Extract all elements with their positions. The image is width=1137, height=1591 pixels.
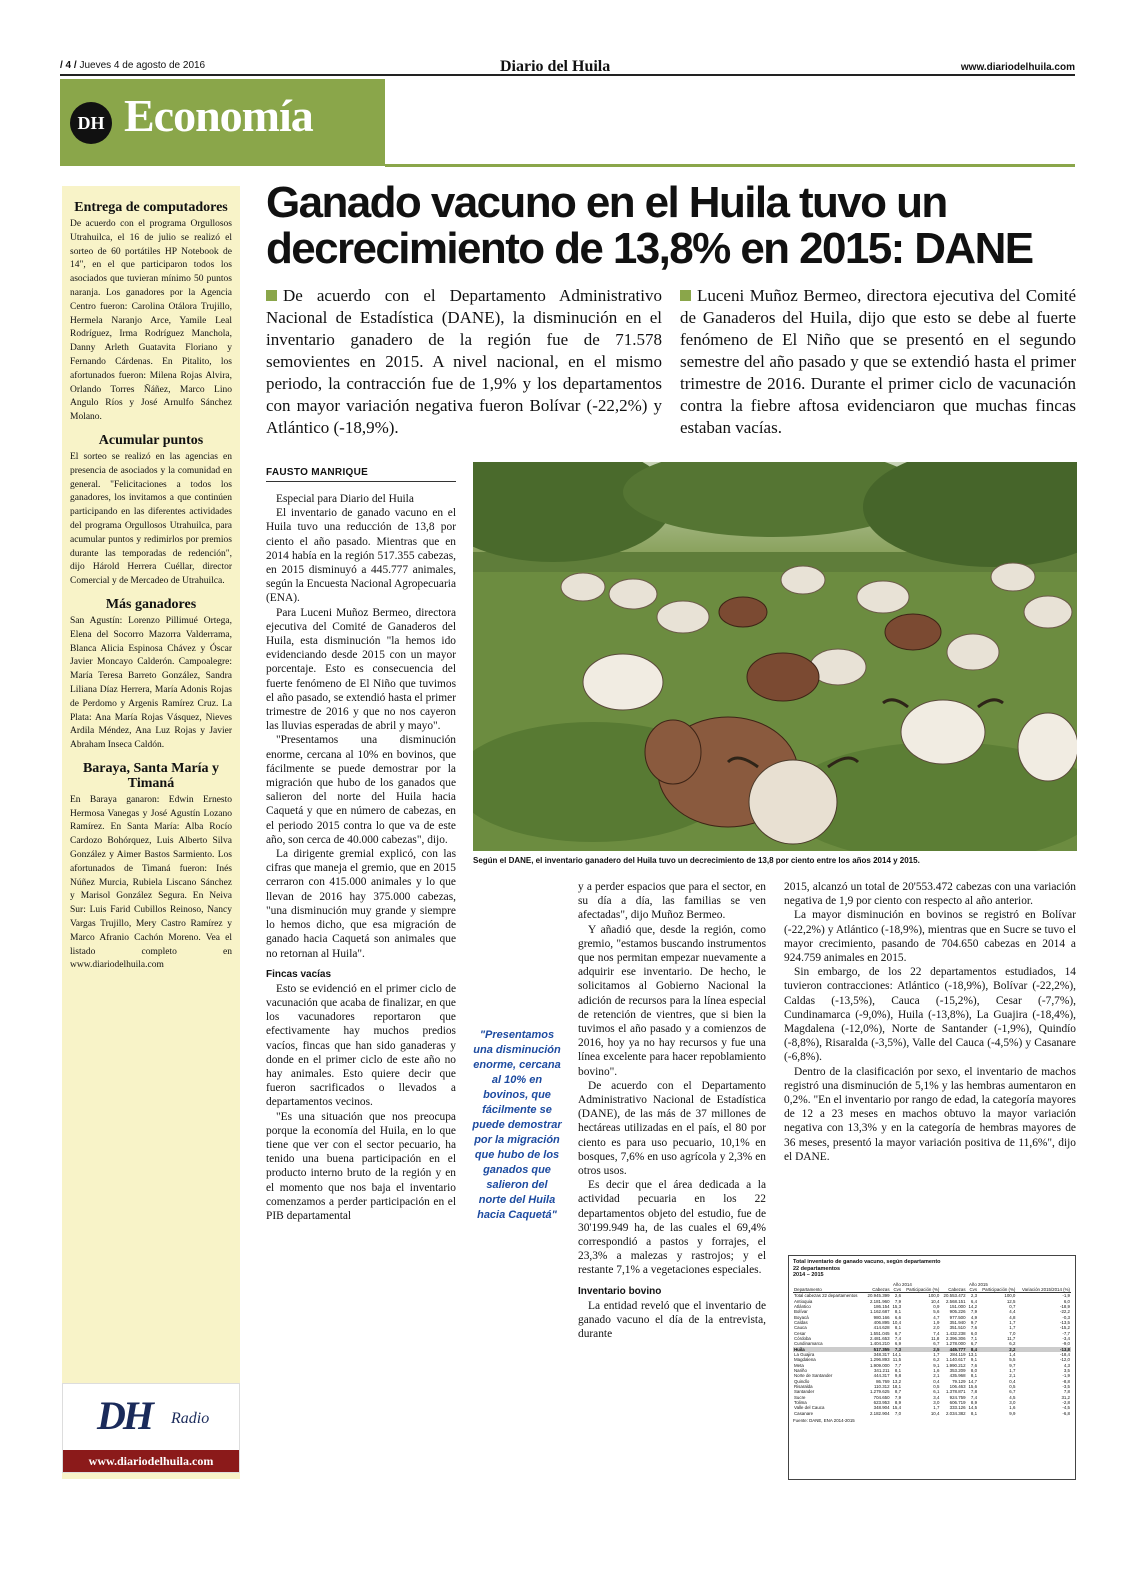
lead-square-icon bbox=[266, 290, 277, 301]
table-cell: 3,0 bbox=[1009, 1400, 1016, 1406]
table-cell: -2,8 bbox=[1062, 1400, 1070, 1406]
paragraph: "Presentamos una disminución enorme, cercana al 10% en bovinos, que fácilmente se puede demostrar por la migración que hubo de los ganados que salieron del norte del Huila hacia Caquetá y que en número de cabezas, en el periodo 2015 contra lo que va de este año, son cerca de 40.000 cabezas", dijo. bbox=[266, 734, 456, 846]
table-cell: 2,1 bbox=[933, 1373, 940, 1379]
table-cell: Cundinamarca bbox=[794, 1341, 823, 1347]
table-cell: 14,7 bbox=[968, 1378, 978, 1384]
table-cell: 4,9 bbox=[970, 1314, 978, 1320]
table-cell: 4,3 bbox=[1063, 1362, 1070, 1368]
table-cell: -8,8 bbox=[1062, 1378, 1070, 1384]
paragraph: La entidad reveló que el inventario de ganado vacuno el día de la entrevista, durante bbox=[578, 1299, 766, 1341]
column-header: Cvs bbox=[967, 1287, 979, 1293]
table-cell: 9,9 bbox=[1009, 1410, 1016, 1416]
table-row bbox=[793, 1411, 1071, 1416]
table-cell: 7,3 bbox=[894, 1346, 902, 1352]
table-cell: -3,5 bbox=[1062, 1384, 1070, 1390]
table-cell: 704.650 bbox=[873, 1394, 890, 1400]
table-cell: 6,7 bbox=[933, 1341, 940, 1347]
table-cell: 4,4 bbox=[1009, 1309, 1016, 1315]
paragraph: La mayor disminución en bovinos se registró en Bolívar (-22,2%) y Atlántico (-18,9%), mientras que en Sucre se tuvo el mayor crecimiento, pasando de 704.650 cabezas en 2014 a 924.759 animales en 2015. bbox=[784, 909, 1076, 965]
table-cell: 0,9 bbox=[933, 1303, 940, 1309]
table-cell: 8,1 bbox=[894, 1325, 902, 1331]
table-cell: Antioquia bbox=[794, 1298, 813, 1304]
table-cell: 2.481.653 bbox=[869, 1335, 890, 1341]
article-column-1 bbox=[266, 492, 456, 1223]
brief-text: San Agustín: Lorenzo Pillimué Ortega, Elena del Socorro Mazorra Valderrama, Blanca Alicia Espinosa Chávez y Óscar Javier Moncayo Calderón. Campoalegre: María Teresa Barreto González, Sandra Liliana Díaz Herrera, María Adonis Rojas de Perdomo y Argenis Ramírez Cruz. La Plata: Ana María Rojas Vásquez, Nieves Ardila Méndez, Ana Luz Rojas y Javier Abraham Inseca Caldón. bbox=[70, 615, 232, 751]
table-cell: -13,8 bbox=[1059, 1346, 1070, 1352]
banner-rule bbox=[385, 164, 1075, 167]
table-cell: 100,0 bbox=[928, 1293, 940, 1299]
table-cell: 31,2 bbox=[1061, 1394, 1070, 1400]
table-cell: Córdoba bbox=[794, 1335, 811, 1341]
dh-radio-url[interactable]: www.diariodelhuila.com bbox=[63, 1450, 239, 1472]
photo-caption: Según el DANE, el inventario ganadero del Huila tuvo un decrecimiento de 13,8 por ciento entre los años 2014 y 2015. bbox=[473, 856, 920, 865]
table-cell: 4,7 bbox=[933, 1314, 940, 1320]
table-cell: 406.895 bbox=[873, 1319, 890, 1325]
table-cell: 284.119 bbox=[949, 1351, 966, 1357]
group-header: Año 2015 bbox=[968, 1281, 988, 1287]
table-cell: 1,7 bbox=[1009, 1319, 1016, 1325]
table-cell: 2,0 bbox=[933, 1325, 940, 1331]
table-cell: 1.279.625 bbox=[869, 1389, 890, 1395]
dh-radio-logo: DH bbox=[97, 1393, 151, 1438]
table-cell: 9,1 bbox=[933, 1362, 940, 1368]
subhead: Inventario bovino bbox=[578, 1285, 662, 1297]
table-cell: 86.769 bbox=[876, 1378, 890, 1384]
table-cell: Santander bbox=[794, 1389, 815, 1395]
section-title: Economía bbox=[124, 90, 313, 141]
table-cell: 9,7 bbox=[970, 1319, 978, 1325]
table-cell: 351.940 bbox=[949, 1319, 966, 1325]
table-cell: 1.432.238 bbox=[945, 1330, 966, 1336]
table-cell: 5,5 bbox=[1009, 1357, 1016, 1363]
table-cell: 2,3 bbox=[970, 1293, 978, 1299]
table-cell: 6,0 bbox=[1063, 1298, 1070, 1304]
table-cell: 7,6 bbox=[970, 1362, 978, 1368]
table-cell: 353.209 bbox=[949, 1368, 966, 1373]
column-header: Cabezas bbox=[864, 1287, 890, 1293]
table-cell: 623.953 bbox=[873, 1400, 890, 1406]
paragraph: Y añadió que, desde la región, como gremio, "estamos buscando instrumentos que nos permitan empezar nuevamente a adquirir ese inventario. De hecho, le solicitamos al Gobierno Nacional la adición de recursos para la línea especial de retención de vientres, que si bien la tuvimos el año pasado y a comienzos de 2016, hoy ya no hay recursos y fue una línea excelente para hacer repoblamiento bovino". bbox=[578, 923, 766, 1078]
table-cell: 7,4 bbox=[970, 1394, 978, 1400]
table-cell: 445.777 bbox=[949, 1346, 966, 1352]
pull-quote: "Presentamos una disminución enorme, cercana al 10% en bovinos, que fácilmente se puede demostrar por la migración que hubo de los ganados que salieron del norte del Huila hacia Caquetá" bbox=[472, 1029, 562, 1221]
paragraph: "Es una situación que nos preocupa porque la economía del Huila, en lo que tiene que ver con el sector pecuario, ha tenido una buena participación en el producto interno bruto de la región y en el momento que nos baja el inventario comenzamos a perder participación en el PIB departamental bbox=[266, 1110, 456, 1222]
table-cell: Cauca bbox=[794, 1325, 807, 1331]
table-cell: 6,2 bbox=[1009, 1341, 1016, 1347]
masthead: Diario del Huila bbox=[500, 58, 611, 75]
brief-text: En Baraya ganaron: Edwin Ernesto Hermosa Vanegas y José Agustín Lozano Ramírez. En Santa María: Alba Rocío Cardozo Bohórquez, Luis Alberto Silva González y Aimer Bastos Sarmiento. Los afortunados de Timaná fueron: Inés Núñez Murcia, Rubiela Liscano Sánchez y Marisol González Segura. En Neiva Sur: Luis Farid Cubillos Reinoso, Nancy Vargas Trujillo, Mery Castro Ramírez y Marco Afranio Cachón Moreno. Vea el listado completo en www.diariodelhuila.com bbox=[70, 794, 232, 971]
table-cell: 13,1 bbox=[968, 1351, 978, 1357]
table-cell: 13,2 bbox=[892, 1378, 902, 1384]
table-cell: 8,7 bbox=[894, 1389, 902, 1395]
table-cell: 351.510 bbox=[949, 1325, 966, 1331]
table-cell: 8,0 bbox=[970, 1368, 978, 1373]
table-cell: 10,4 bbox=[892, 1319, 902, 1325]
table-cell: 0,4 bbox=[933, 1378, 940, 1384]
page-header bbox=[60, 58, 1075, 76]
table-cell: 4,5 bbox=[1009, 1394, 1016, 1400]
table-cell: 6,7 bbox=[1009, 1389, 1016, 1395]
table-cell: 333.126 bbox=[949, 1405, 966, 1411]
table-title: Total inventario de ganado vacuno, según departamento bbox=[793, 1259, 941, 1265]
paragraph: y a perder espacios que para el sector, en su día a día, las familias se ven afectadas", dijo Muñoz Bermeo. bbox=[578, 881, 766, 922]
table-cell: 1.404.210 bbox=[869, 1341, 890, 1347]
table-cell: 1.909.000 bbox=[869, 1362, 890, 1368]
byline: FAUSTO MANRIQUE bbox=[266, 467, 369, 478]
table-cell: 1,7 bbox=[933, 1351, 940, 1357]
table-cell: 186.154 bbox=[873, 1303, 890, 1309]
dh-logo: DH bbox=[70, 102, 112, 144]
table-cell: 444.317 bbox=[873, 1373, 890, 1379]
table-cell: 6,2 bbox=[933, 1357, 940, 1363]
lead-square-icon bbox=[680, 290, 691, 301]
column-header: Cabezas bbox=[940, 1287, 966, 1293]
table-cell: 435.968 bbox=[949, 1373, 966, 1379]
table-cell: 6,0 bbox=[970, 1330, 978, 1336]
cattle-photo bbox=[473, 462, 1077, 851]
website-link[interactable]: www.diariodelhuila.com bbox=[960, 62, 1075, 73]
table-years: 2014 – 2015 bbox=[793, 1272, 824, 1278]
dh-radio-ad[interactable] bbox=[62, 1383, 240, 1473]
table-cell: 2.396.306 bbox=[945, 1335, 966, 1341]
table-cell: 6,6 bbox=[894, 1314, 902, 1320]
table-cell: 1,9 bbox=[933, 1319, 940, 1325]
table-cell: 9,8 bbox=[894, 1373, 902, 1379]
table-cell: 1.278.000 bbox=[945, 1341, 966, 1347]
table-cell: 20.945.399 bbox=[867, 1293, 890, 1299]
table-cell: Nariño bbox=[794, 1368, 807, 1373]
table-cell: Risaralda bbox=[794, 1384, 813, 1390]
table-cell: 15,6 bbox=[968, 1384, 978, 1390]
table-cell: 14,2 bbox=[968, 1303, 978, 1309]
table-cell: Huila bbox=[794, 1346, 805, 1352]
table-cell: 0,7 bbox=[1009, 1303, 1016, 1309]
lead-right: Luceni Muñoz Bermeo, directora ejecutiva del Comité de Ganaderos del Huila, dijo que esto se debe al fuerte fenómeno de El Niño que se presentó en el segundo semestre del año pasado y que se extendió hasta el primer trimestre de 2016. Durante el primer ciclo de vacunación contra la fiebre aftosa evidenciaron que muchas fincas estaban vacías. bbox=[680, 286, 1076, 437]
table-cell: -7,7 bbox=[1062, 1330, 1070, 1336]
byline-rule bbox=[266, 481, 456, 482]
table-cell: 7,7 bbox=[894, 1362, 902, 1368]
table-cell: 1.296.893 bbox=[869, 1357, 890, 1363]
article-column-3 bbox=[784, 880, 1076, 1164]
table-cell: -18,4 bbox=[1059, 1351, 1070, 1357]
article-headline: Ganado vacuno en el Huila tuvo un decrecimiento de 13,8% en 2015: DANE bbox=[266, 178, 1033, 273]
table-cell: 6,7 bbox=[970, 1341, 978, 1347]
table-cell: 1.162.687 bbox=[869, 1309, 890, 1315]
table-cell: Tolima bbox=[794, 1400, 807, 1406]
table-cell: -15,2 bbox=[1059, 1325, 1070, 1331]
table-cell: 2,2 bbox=[1009, 1346, 1016, 1352]
table-cell: 15,3 bbox=[892, 1303, 902, 1309]
table-cell: Cesar bbox=[794, 1330, 806, 1336]
table-cell: 3,4 bbox=[933, 1394, 940, 1400]
table-cell: 1,6 bbox=[933, 1368, 940, 1373]
table-cell: -22,2 bbox=[1059, 1309, 1070, 1315]
table-cell: 2.034.382 bbox=[945, 1410, 966, 1416]
brief-title: Entrega de computadores bbox=[74, 200, 228, 215]
paragraph: La dirigente gremial explicó, con las cifras que maneja el gremio, que en 2015 cerraron con 415.000 animales y lo que llevan de 2016 hay 375.000 cabezas, "una disminución muy grande y siempre lo hemos dicho, que esa migración de ganado hacia Caquetá son animales que no retornan al Huila". bbox=[266, 848, 456, 960]
table-cell: Casanare bbox=[794, 1410, 814, 1416]
paragraph: Sin embargo, de los 22 departamentos estudiados, 14 tuvieron contracciones: Atlántico (-18,9%), Bolívar (-22,2%), Caldas (-13,5%), Cauca (-15,2%), Cesar (-7,7%), Cundinamarca (-9,0%), Huila (-13,8%), La Guajira (-18,4%), Magdalena (-12,0%), Norte de Santander (-1,9%), Quindío (-8,8%), Risaralda (-3,5%), Valle del Cauca (-4,5%) y Casanare (-6,8%). bbox=[784, 966, 1076, 1064]
table-cell: 15,4 bbox=[892, 1405, 902, 1411]
paragraph: 2015, alcanzó un total de 20'553.472 cabezas con una variación negativa de 1,9 por ciento con respecto al año anterior. bbox=[784, 881, 1076, 908]
brief-title: Baraya, Santa María y Timaná bbox=[82, 760, 220, 791]
table-cell: 3,5 bbox=[1063, 1368, 1070, 1373]
table-cell: 1,4 bbox=[1009, 1351, 1016, 1357]
column-header: Participación (%) bbox=[978, 1287, 1016, 1293]
table-cell: 11,7 bbox=[1007, 1335, 1016, 1341]
table-cell: Valle del Cauca bbox=[794, 1405, 825, 1411]
table-cell: 10,4 bbox=[930, 1410, 940, 1416]
table-cell: 7,8 bbox=[1063, 1389, 1070, 1395]
dh-radio-subtitle: Radio bbox=[171, 1410, 210, 1427]
table-cell: 8,1 bbox=[894, 1309, 902, 1315]
table-cell: 7,1 bbox=[970, 1335, 978, 1341]
table-cell: Boyacá bbox=[794, 1314, 809, 1320]
table-cell: 348.904 bbox=[873, 1405, 890, 1411]
table-cell: -9,0 bbox=[1062, 1341, 1070, 1347]
table-cell: 517.355 bbox=[873, 1346, 890, 1352]
column-header: Variación 2015/2014 (%) bbox=[1016, 1287, 1071, 1293]
table-cell: 4,8 bbox=[1009, 1314, 1016, 1320]
table-cell: Atlántico bbox=[794, 1303, 811, 1309]
section-banner bbox=[60, 79, 1075, 167]
table-cell: 2,1 bbox=[1009, 1373, 1016, 1379]
table-cell: 977.500 bbox=[949, 1314, 966, 1320]
table-cell: 0,5 bbox=[1009, 1384, 1016, 1390]
column-header: Departamento bbox=[793, 1287, 864, 1293]
table-cell: 1,7 bbox=[1009, 1368, 1016, 1373]
page-info: / 4 / Jueves 4 de agosto de 2016 bbox=[60, 60, 206, 71]
table-cell: 79.129 bbox=[952, 1378, 966, 1384]
inventory-table-figure bbox=[788, 1255, 1076, 1480]
table-cell: 2.182.904 bbox=[869, 1410, 890, 1416]
table-cell: 2.568.151 bbox=[945, 1298, 966, 1304]
table-cell: Norte de Santander bbox=[794, 1373, 833, 1379]
table-cell: Bolívar bbox=[794, 1309, 808, 1315]
table-cell: -1,9 bbox=[1062, 1293, 1070, 1299]
table-cell: 7,9 bbox=[970, 1309, 978, 1315]
table-cell: 924.759 bbox=[949, 1394, 966, 1400]
paragraph: Especial para Diario del Huila bbox=[276, 493, 414, 505]
column-header: Participación (%) bbox=[902, 1287, 940, 1293]
table-cell: Quindío bbox=[794, 1378, 810, 1384]
table-cell: 14,1 bbox=[892, 1351, 902, 1357]
table-cell: 7,0 bbox=[1009, 1330, 1016, 1336]
table-cell: La Guajira bbox=[794, 1351, 815, 1357]
brief-title: Más ganadores bbox=[105, 596, 197, 612]
table-cell: 8,1 bbox=[970, 1373, 978, 1379]
paragraph: Para Luceni Muñoz Bermeo, directora ejecutiva del Comité de Ganaderos del Huila, esta disminución "la hemos ido evidenciando desde 2015 con un mayor porcentaje. Esto es consecuencia del fuerte fenómeno de El Niño que tuvimos el año pasado, se extendió hasta el primer trimestre de 2016 y que no nos cayeron las lluvias esperadas de abril y mayo". bbox=[266, 606, 456, 733]
column-header: Cvs bbox=[891, 1287, 903, 1293]
table-cell: 7,0 bbox=[894, 1410, 902, 1416]
table-cell: 1.551.045 bbox=[869, 1330, 890, 1336]
table-cell: 1.378.871 bbox=[945, 1389, 966, 1395]
paragraph: De acuerdo con el Departamento Administrativo Nacional de Estadística (DANE), de las más de 37 millones de hectáreas utilizadas en el país, el 80 por ciento es para uso pecuario, 10,1% en bosques, 7,6% en uso agrícola y 2,3% en otros usos. bbox=[578, 1079, 766, 1178]
table-cell: -3,4 bbox=[1062, 1335, 1070, 1341]
table-cell: -6,8 bbox=[1062, 1410, 1070, 1416]
table-cell: 606.719 bbox=[949, 1400, 966, 1406]
table-cell: 2,6 bbox=[894, 1293, 902, 1299]
cattle-herd-illustration bbox=[473, 462, 1077, 851]
table-cell: 1,6 bbox=[1009, 1405, 1016, 1411]
paragraph: Dentro de la clasificación por sexo, el inventario de machos registró una disminución de 5,1% y las hembras aumentaron en 0,2%. "En el inventario por rango de edad, la categoría mayores de 12 a 23 meses en machos obtuvo la mayor variación negativa con 13,3% y en la categoría de hembras mayores de 36 meses, presentó la mayor variación positiva de 11,6%", dijo el DANE. bbox=[784, 1065, 1076, 1163]
table-cell: 8,4 bbox=[970, 1346, 978, 1352]
table-cell: 3,0 bbox=[933, 1400, 940, 1406]
table-cell: 7,9 bbox=[894, 1394, 902, 1400]
table-cell: 1.990.212 bbox=[945, 1362, 966, 1368]
table-cell: 8,9 bbox=[894, 1400, 902, 1406]
table-cell: 6,4 bbox=[970, 1298, 978, 1304]
table-cell: 1,7 bbox=[933, 1405, 940, 1411]
table-cell: 18,1 bbox=[892, 1384, 902, 1390]
subhead: Fincas vacías bbox=[266, 968, 332, 980]
table-subtitle: 22 departamentos bbox=[793, 1265, 841, 1272]
table-cell: 110.312 bbox=[873, 1384, 890, 1390]
table-cell: 1,7 bbox=[1009, 1325, 1016, 1331]
paragraph: Esto se evidenció en el primer ciclo de vacunación que acaba de finalizar, en que los vacunadores reportaron que efectivamente hay muchos predios vacíos, fincas que han sido ganaderas y donde en el primer ciclo de este año no hay animales. Esto quiere decir que fueron sacrificados o llevados a departamentos vecinos. bbox=[266, 982, 456, 1109]
table-cell: 6,9 bbox=[894, 1341, 902, 1347]
table-cell: 7,8 bbox=[970, 1389, 978, 1395]
table-cell: 8,9 bbox=[970, 1400, 978, 1406]
table-cell: 9,7 bbox=[1009, 1362, 1016, 1368]
table-cell: 2.181.960 bbox=[869, 1298, 890, 1304]
table-cell: 10,4 bbox=[930, 1298, 940, 1304]
table-cell: 106.463 bbox=[949, 1384, 966, 1390]
table-cell: 5,6 bbox=[933, 1309, 940, 1315]
table-cell: 0,4 bbox=[1009, 1378, 1016, 1384]
brief-text: De acuerdo con el programa Orgullosos Utrahuilca, el 16 de julio se realizó el sorteo de 60 portátiles HP Notebook de 14", en el que participaron todos los asociados que tuvieran mínimo 50 puntos naranja. Los ganadores por la Agencia Centro fueron: Carolina Otálora Trujillo, Hermela Naranjo Arce, Yamile Leal Rodríguez, Irma Rodríguez Manchola, Danny Arleth Guatavita Floriano y Fernando Cárdenas. En Pitalito, los afortunados fueron: Milena Rojas Alvira, Orlando Torres Ñáñez, Marco Lino Angulo Ríos y José Arnulfo Sánchez Molano. bbox=[70, 219, 232, 423]
table-cell: Caldas bbox=[794, 1319, 808, 1325]
table-cell: Total cabezas 22 departamentos bbox=[794, 1293, 858, 1299]
table-cell: -13,5 bbox=[1059, 1319, 1070, 1325]
table-cell: Meta bbox=[794, 1362, 804, 1368]
table-cell: 14,5 bbox=[968, 1405, 978, 1411]
table-cell: Sucre bbox=[794, 1394, 806, 1400]
table-cell: 151.000 bbox=[949, 1303, 966, 1309]
brief-text: El sorteo se realizó en las agencias en presencia de asociados y la comunidad en general. "Felicitaciones a todos los ganadores, los invitamos a que continúen participando en las diferentes actividades del programa Orgullosos Utrahuilca, para acumular puntos y redimirlos por premios durante las temporadas de redención", dijo Hárold Herrera Cuéllar, director Comercial y de Mercadeo de Utrahuilca. bbox=[70, 451, 232, 587]
table-cell: 1.140.617 bbox=[945, 1357, 966, 1363]
article-column-2 bbox=[578, 880, 766, 1341]
table-cell: -18,9 bbox=[1059, 1303, 1070, 1309]
table-cell: 11,8 bbox=[931, 1335, 940, 1341]
inventory-table bbox=[793, 1282, 1071, 1417]
table-cell: 348.317 bbox=[873, 1351, 890, 1357]
table-cell: 6,7 bbox=[894, 1330, 902, 1336]
table-cell: 2,5 bbox=[933, 1346, 940, 1352]
sidebar-briefs bbox=[62, 186, 240, 1479]
table-cell: -4,5 bbox=[1062, 1405, 1070, 1411]
table-cell: 980.166 bbox=[873, 1314, 890, 1320]
table-cell: 7,9 bbox=[894, 1298, 902, 1304]
table-cell: -12,0 bbox=[1059, 1357, 1070, 1363]
table-body bbox=[793, 1293, 1071, 1416]
table-cell: 6,1 bbox=[933, 1389, 940, 1395]
paragraph: El inventario de ganado vacuno en el Huila tuvo una reducción de 13,8 por ciento el año pasado. Mientras que en 2014 había en la región 517.355 cabezas, en 2015 disminuyó a 445.777 animales, según la Encuesta Nacional Agropecuaria (ENA). bbox=[266, 507, 456, 605]
table-cell: 20.553.472 bbox=[943, 1293, 966, 1299]
table-cell: -0,3 bbox=[1062, 1314, 1070, 1320]
brief-title: Acumular puntos bbox=[98, 432, 204, 448]
group-header: Año 2014 bbox=[892, 1281, 912, 1287]
table-source: Fuente: DANE, ENA 2014-2015 bbox=[793, 1418, 855, 1424]
table-cell: 12,5 bbox=[1006, 1298, 1016, 1304]
table-cell: 8,1 bbox=[894, 1368, 902, 1373]
table-cell: 7,6 bbox=[970, 1325, 978, 1331]
table-cell: 8,1 bbox=[970, 1410, 978, 1416]
paragraph: Es decir que el área dedicada a la actividad pecuaria en los 22 departamentos objeto del estudio, fue de 30'199.949 ha, de las cuales el 69,4% correspondió a pastos y forrajes, el 23,3% a malezas y rastrojos; y el restante 7,1% a vegetaciones especiales. bbox=[578, 1179, 766, 1277]
table-cell: 905.226 bbox=[949, 1309, 966, 1315]
table-cell: 7,4 bbox=[933, 1330, 940, 1336]
table-cell: 7,4 bbox=[894, 1335, 902, 1341]
table-cell: Magdalena bbox=[794, 1357, 816, 1363]
table-cell: -1,9 bbox=[1062, 1373, 1070, 1379]
table-cell: 11,5 bbox=[892, 1357, 902, 1363]
table-cell: 341.211 bbox=[873, 1368, 890, 1373]
table-cell: 9,1 bbox=[970, 1357, 978, 1363]
lead-left: De acuerdo con el Departamento Administrativo Nacional de Estadística (DANE), la disminución en el inventario ganadero de la región fue de 71.578 semovientes en 2015. A nivel nacional, en el mismo periodo, la contracción fue de 1,9% y los departamentos con mayor variación negativa fueron Bolívar (-22,2%) y Atlántico (-18,9%). bbox=[266, 286, 662, 437]
table-cell: 0,5 bbox=[933, 1384, 940, 1390]
table-cell: 414.628 bbox=[873, 1325, 890, 1331]
table-cell: 100,0 bbox=[1004, 1293, 1016, 1299]
